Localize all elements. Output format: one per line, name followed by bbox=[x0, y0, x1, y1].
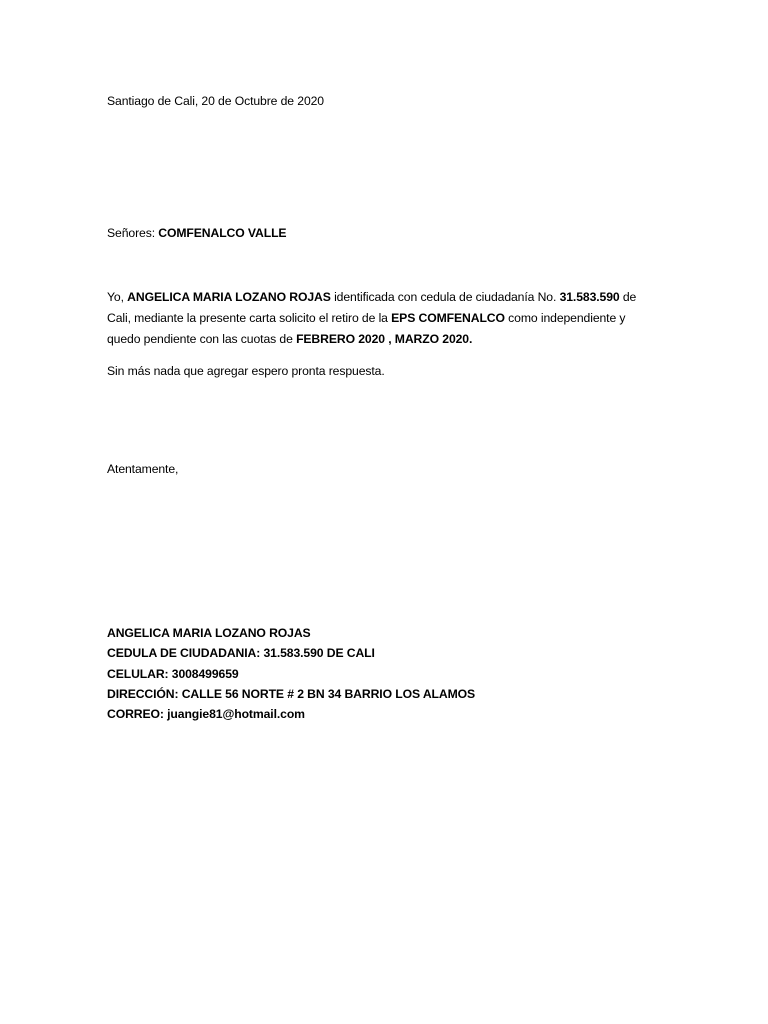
signature-correo: CORREO: juangie81@hotmail.com bbox=[107, 707, 305, 722]
closing-sentence bbox=[107, 361, 385, 381]
signature-direccion: DIRECCIÓN: CALLE 56 NORTE # 2 BN 34 BARRIO LOS ALAMOS bbox=[107, 686, 476, 701]
signature-celular: CELULAR: 3008499659 bbox=[107, 666, 239, 681]
date-text: Santiago de Cali, 20 de Octubre de 2020 bbox=[107, 94, 324, 108]
salutation bbox=[107, 459, 178, 479]
body-text-4: como independiente y bbox=[508, 311, 626, 325]
signature-block bbox=[107, 623, 647, 724]
recipient-line bbox=[107, 223, 286, 243]
pending-months: FEBRERO 2020 , MARZO 2020. bbox=[296, 332, 473, 346]
body-text-2: de bbox=[622, 290, 637, 304]
body-text-5: quedo pendiente con las cuotas de bbox=[107, 332, 293, 346]
body-line-1 bbox=[107, 287, 647, 308]
recipient-name: COMFENALCO VALLE bbox=[158, 226, 287, 240]
id-number: 31.583.590 bbox=[559, 290, 620, 304]
body-text-1: identificada con cedula de ciudadanía No. bbox=[334, 290, 557, 304]
date-line bbox=[107, 91, 324, 111]
eps-name: EPS COMFENALCO bbox=[391, 311, 505, 325]
sender-name: ANGELICA MARIA LOZANO ROJAS bbox=[127, 290, 331, 304]
body-line-3 bbox=[107, 329, 647, 350]
closing-text: Sin más nada que agregar espero pronta respuesta. bbox=[107, 364, 385, 378]
body-paragraph bbox=[107, 287, 647, 350]
salutation-text: Atentamente, bbox=[107, 462, 179, 476]
body-text-3: Cali, mediante la presente carta solicito el retiro de la bbox=[107, 311, 388, 325]
body-line-2 bbox=[107, 308, 647, 329]
body-intro: Yo, bbox=[107, 290, 124, 304]
signature-name: ANGELICA MARIA LOZANO ROJAS bbox=[107, 626, 311, 640]
recipient-label: Señores: bbox=[107, 226, 155, 240]
signature-cedula: CEDULA DE CIUDADANIA: 31.583.590 DE CALI bbox=[107, 646, 375, 661]
